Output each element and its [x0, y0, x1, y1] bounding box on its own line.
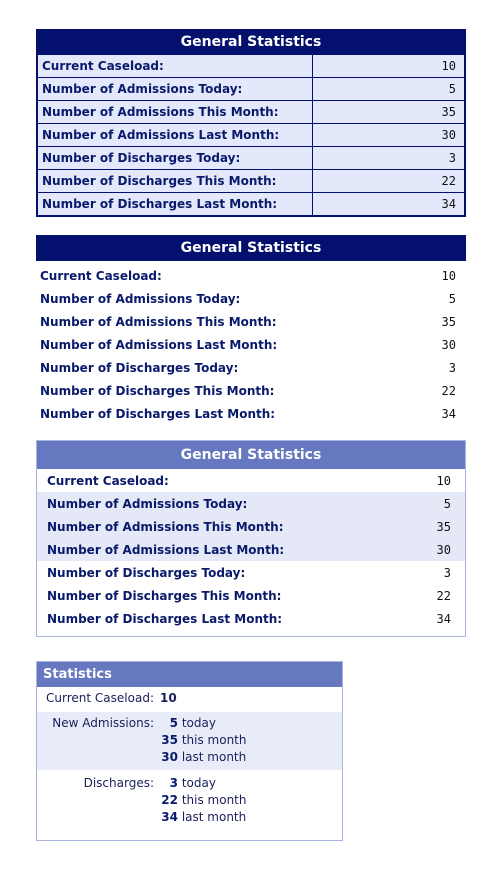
row-value: 5: [448, 291, 456, 306]
row-label: Current Caseload:: [47, 473, 169, 488]
row-value: 10: [441, 59, 456, 73]
table-row: [36, 310, 466, 333]
row-value: 10: [436, 473, 451, 488]
row-label: Number of Discharges This Month:: [38, 170, 313, 192]
row-value: 10: [441, 268, 456, 283]
row-value: 34: [441, 406, 456, 421]
row-label: Number of Admissions Today:: [40, 291, 241, 306]
table-row: [36, 333, 466, 356]
list-item: 35 this month: [161, 733, 247, 747]
list-item: 30 last month: [161, 750, 247, 764]
table-row: [37, 515, 465, 538]
row-value: 30: [436, 542, 451, 557]
row-value: 35: [441, 105, 456, 119]
caseload-section: [37, 690, 342, 707]
list-item: 3 today: [169, 776, 216, 790]
discharges-section: [37, 775, 342, 826]
discharges-label: Discharges:: [83, 776, 154, 790]
table-row: [37, 561, 465, 584]
row-value: 34: [441, 197, 456, 211]
row-value: 35: [436, 519, 451, 534]
table-row: [36, 264, 466, 287]
row-value: 5: [443, 496, 451, 511]
row-value: 35: [441, 314, 456, 329]
row-label: Number of Admissions Last Month:: [40, 337, 278, 352]
table-row: [38, 146, 464, 169]
table-row: [38, 55, 464, 77]
row-label: Number of Discharges Last Month:: [38, 193, 313, 215]
admissions-label: New Admissions:: [52, 716, 154, 730]
row-value: 30: [441, 128, 456, 142]
table-row: [36, 356, 466, 379]
row-value: 30: [441, 337, 456, 352]
stats-table-banded: [36, 440, 466, 637]
list-item: 34 last month: [161, 810, 247, 824]
row-label: Number of Admissions This Month:: [38, 101, 313, 123]
table-row: [37, 607, 465, 630]
row-value: 22: [441, 174, 456, 188]
table-row: [38, 192, 464, 215]
row-label: Number of Discharges This Month:: [40, 383, 275, 398]
row-value: 22: [441, 383, 456, 398]
table-row: [36, 379, 466, 402]
row-value: 3: [448, 151, 456, 165]
row-label: Number of Discharges Today:: [40, 360, 239, 375]
table-row: [36, 402, 466, 425]
table-row: [38, 123, 464, 146]
stats-table-bordered: [36, 29, 466, 217]
row-label: Number of Admissions This Month:: [47, 519, 284, 534]
table-row: [37, 584, 465, 607]
row-value: 5: [448, 82, 456, 96]
caseload-label: Current Caseload:: [46, 691, 154, 705]
panel-title: Statistics: [37, 662, 342, 687]
table-title: General Statistics: [37, 441, 465, 469]
row-value: 22: [436, 588, 451, 603]
table-row: [38, 100, 464, 123]
row-label: Number of Discharges Today:: [38, 147, 313, 169]
row-value: 34: [436, 611, 451, 626]
row-label: Number of Admissions This Month:: [40, 314, 277, 329]
list-item: 22 this month: [161, 793, 247, 807]
admissions-section: [37, 712, 342, 770]
row-value: 3: [448, 360, 456, 375]
table-row: [37, 492, 465, 515]
table-row: [38, 77, 464, 100]
caseload-value: 10: [160, 691, 177, 705]
row-label: Current Caseload:: [38, 55, 313, 77]
table-title: General Statistics: [36, 29, 466, 55]
row-label: Number of Admissions Last Month:: [38, 124, 313, 146]
row-label: Number of Discharges Last Month:: [47, 611, 283, 626]
row-label: Number of Discharges Last Month:: [40, 406, 276, 421]
row-label: Number of Admissions Last Month:: [47, 542, 285, 557]
row-value: 3: [443, 565, 451, 580]
stats-table-plain: [36, 235, 466, 425]
table-row: [36, 287, 466, 310]
table-row: [37, 538, 465, 561]
row-label: Number of Discharges This Month:: [47, 588, 282, 603]
table-row: [38, 169, 464, 192]
stats-summary-panel: [36, 661, 343, 841]
table-row: [37, 469, 465, 492]
row-label: Number of Admissions Today:: [38, 78, 313, 100]
row-label: Number of Discharges Today:: [47, 565, 246, 580]
row-label: Current Caseload:: [40, 268, 162, 283]
row-label: Number of Admissions Today:: [47, 496, 248, 511]
list-item: 5 today: [169, 716, 216, 730]
table-title: General Statistics: [36, 235, 466, 261]
